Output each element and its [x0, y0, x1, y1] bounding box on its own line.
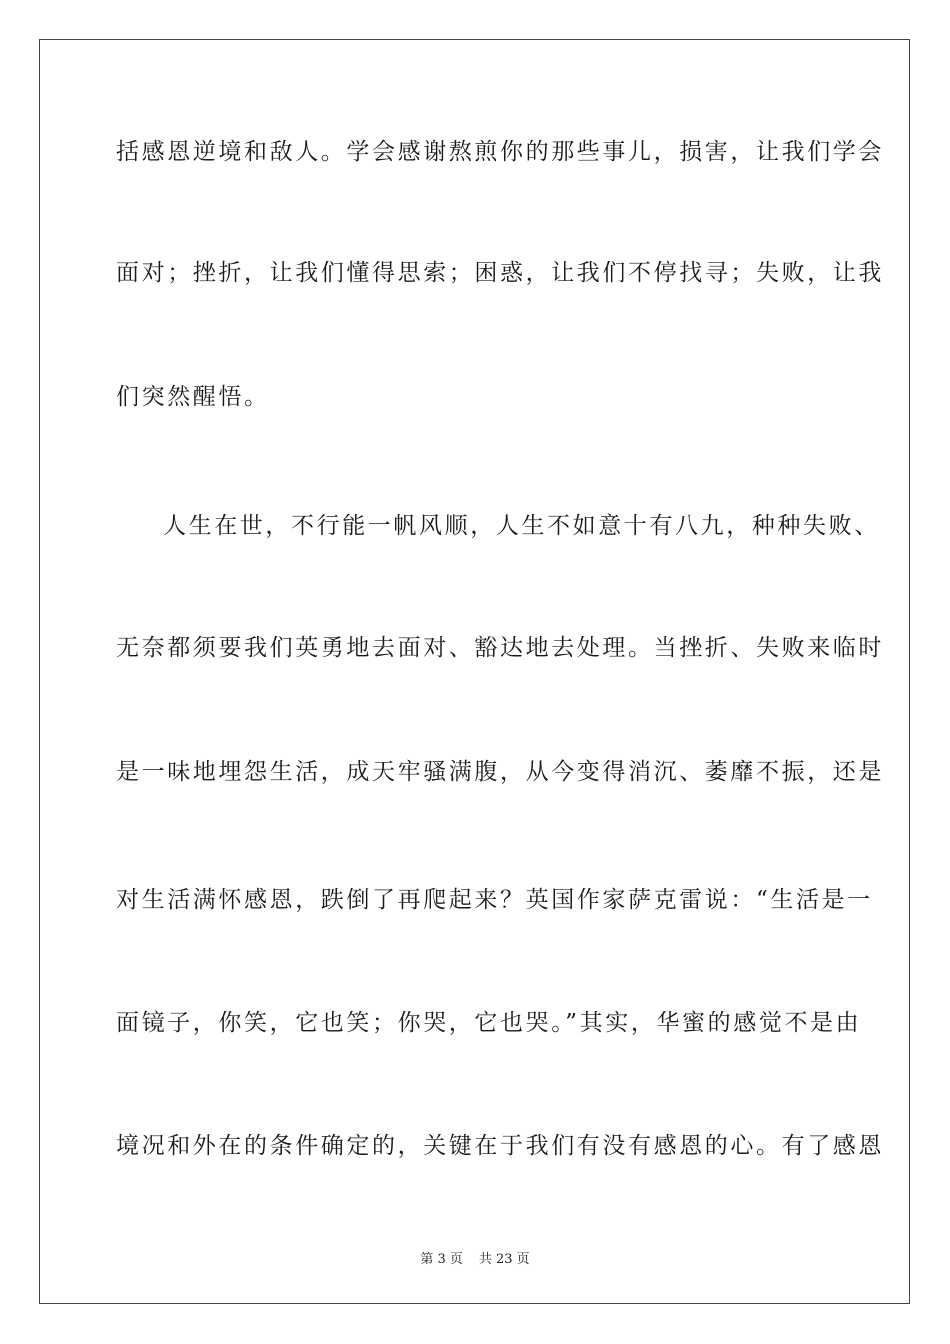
text-line: 们突然醒悟。 — [116, 384, 270, 410]
paragraph-start-line: 人生在世，不行能一帆风顺，人生不如意十有八九，种种失败、 — [163, 513, 880, 539]
page-number: 第 3 页 — [420, 1252, 463, 1267]
text-line: 对生活满怀感恩，跌倒了再爬起来？英国作家萨克雷说：“生活是一 — [116, 887, 873, 913]
page-footer — [0, 1248, 950, 1267]
text-line: 面镜子，你笑，它也笑；你哭，它也哭。”其实，华蜜的感觉不是由 — [116, 1010, 862, 1036]
text-line: 括感恩逆境和敌人。学会感谢熬煎你的那些事儿，损害，让我们学会 — [116, 139, 884, 165]
text-line: 境况和外在的条件确定的，关键在于我们有没有感恩的心。有了感恩 — [116, 1133, 884, 1159]
total-pages: 共 23 页 — [478, 1252, 530, 1267]
text-line: 无奈都须要我们英勇地去面对、豁达地去处理。当挫折、失败来临时 — [116, 635, 884, 661]
text-line: 面对；挫折，让我们懂得思索；困惑，让我们不停找寻；失败，让我 — [116, 260, 884, 286]
text-line: 是一味地埋怨生活，成天牢骚满腹，从今变得消沉、萎靡不振，还是 — [116, 759, 884, 785]
page-border — [39, 39, 910, 1304]
